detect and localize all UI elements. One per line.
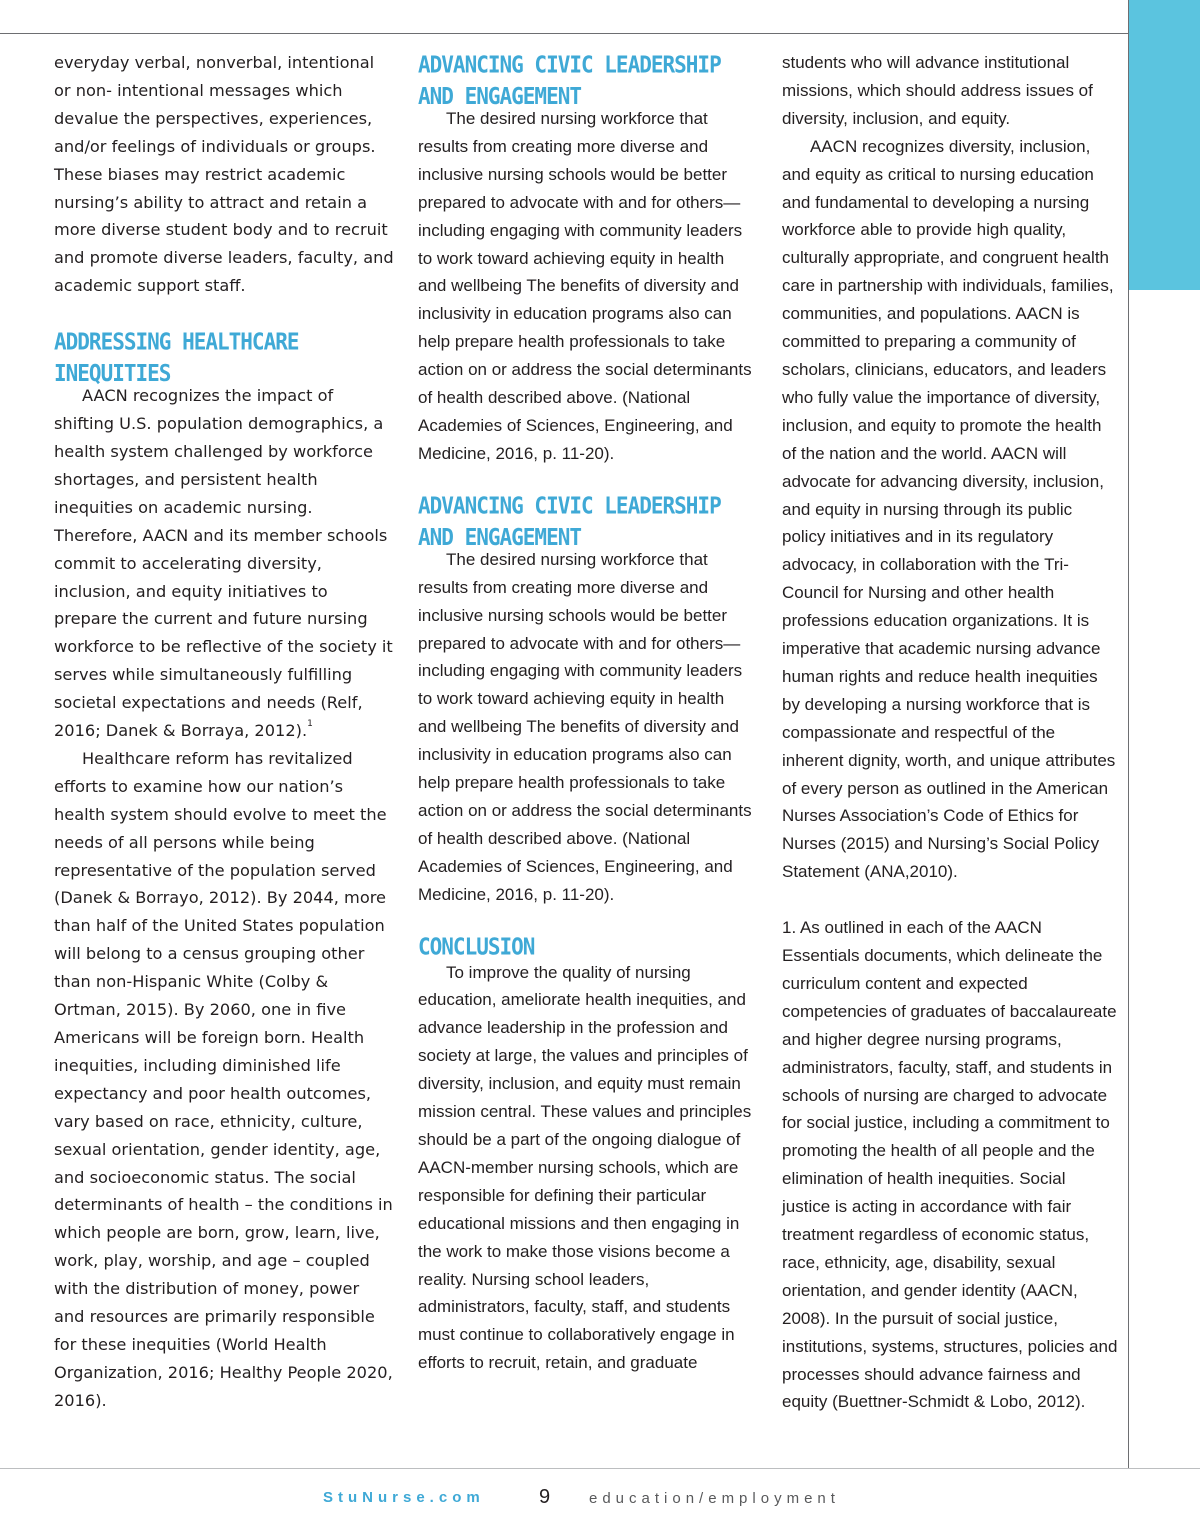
- section-tab: [1129, 0, 1200, 290]
- paragraph-aacn-recognizes: [54, 382, 394, 745]
- column-right: [782, 49, 1118, 1416]
- paragraph-conclusion: To improve the quality of nursing education, ameliorate health inequities, and advance leadership in the profession and society at large, the values and principles of diversity, inclusion, and equity must remain mission central. These values and principles should be a part of the ongoing dialogue of AACN-member nursing schools, which are responsible for defining their particular educational missions and then engaging in the work to make those visions become a reality. Nursing school leaders, administrators, faculty, staff, and students must continue to collaboratively engage in efforts to recruit, retain, and graduate: [418, 962, 752, 1373]
- footnote-marker: 1: [307, 719, 313, 730]
- paragraph-healthcare-reform: Healthcare reform has revitalized efforts to examine how our nation’s health system should evolve to meet the needs of all persons while being representative of the population served (Danek & Borrayo, 2012). By 2044, more than half of the United States population will belong to a census grouping other than non-Hispanic White (Colby & Ortman, 2015). By 2060, one in five Americans will be foreign born. Health inequities, including diminished life expectancy and poor health outcomes, vary based on race, ethnicity, culture, sexual orientation, gender identity, age, and socioeconomic status. The social determinants of health – the conditions in which people are born, grow, learn, live, work, play, worship, and age – coupled with the distribution of money, power and resources are primarily responsible for these inequities (World Health Organization, 2016; Healthy People 2020, 2016).: [54, 748, 393, 1410]
- footer-site-link[interactable]: StuNurse.com: [323, 1489, 485, 1506]
- heading-conclusion: CONCLUSION: [418, 932, 535, 960]
- spacer: [782, 886, 1118, 914]
- paragraph-civic-leadership-1: The desired nursing workforce that results from creating more diverse and inclusive nursing schools would be better prepared to advocate with and for others—including engaging with community leaders to work toward achieving equity in health and wellbeing The benefits of diversity and inclusivity in education programs also can help prepare health professionals to take action on or address the social determinants of health described above. (National Academies of Sciences, Engineering, and Medicine, 2016, p. 11-20).: [418, 109, 752, 463]
- heading-civic-leadership-2: ADVANCING CIVIC LEADERSHIP AND ENGAGEMENT: [418, 492, 721, 551]
- footer: [0, 1486, 1200, 1512]
- column-middle: [418, 49, 752, 1377]
- page-number: 9: [539, 1486, 551, 1508]
- paragraph-aacn-diversity: AACN recognizes diversity, inclusion, and equity as critical to nursing education and fundamental to developing a nursing workforce able to provide high quality, culturally appropriate, and congruent health care in partnership with individuals, families, communities, and populations. AACN is committed to preparing a community of scholars, clinicians, educators, and leaders who fully value the importance of diversity, inclusion, and equity to promote the health of the nation and the world. AACN will advocate for advancing diversity, inclusion, and equity in nursing through its public policy initiatives and in its regulatory advocacy, in collaboration with the Tri-Council for Nursing and other health professions education organizations. It is imperative that academic nursing advance human rights and reduce health inequities by developing a nursing workforce that is compassionate and respectful of the inherent dignity, worth, and unique attributes of every person as outlined in the American Nurses Association’s Code of Ethics for Nurses (2015) and Nursing’s Social Policy Statement (ANA,2010).: [782, 136, 1116, 882]
- paragraph-continued: students who will advance institutional missions, which should address issues of diversity, inclusion, and equity.: [782, 53, 1093, 128]
- paragraph-text: AACN recognizes the impact of shifting U.S. population demographics, a health system challenged by workforce shortages, and persistent health inequities on academic nursing. Therefore, AACN and its member schools commit to accelerating diversity, inclusion, and equity initiatives to prepare the current and future nursing workforce to be reflective of the society it serves while simultaneously fulfilling societal expectations and needs (Relf, 2016; Danek & Borraya, 2012).: [54, 386, 393, 741]
- top-divider: [0, 33, 1128, 34]
- section-label: education/employment: [589, 1490, 840, 1507]
- heading-healthcare-inequities: ADDRESSING HEALTHCARE INEQUITIES: [54, 328, 299, 387]
- intro-paragraph: everyday verbal, nonverbal, intentional or non- intentional messages which devalue the perspectives, experiences, and/or feelings of individuals or groups. These biases may restrict academic nursing’s ability to attract and retain a more diverse student body and to recruit and promote diverse leaders, faculty, and academic support staff.: [54, 53, 394, 296]
- footnote-1: 1. As outlined in each of the AACN Essentials documents, which delineate the curriculum content and expected competencies of graduates of baccalaureate and higher degree nursing programs, administrators, faculty, staff, and students in schools of nursing are charged to advocate for social justice, including a commitment to promoting the health of all people and the elimination of health inequities. Social justice is acting in accordance with fair treatment regardless of economic status, race, ethnicity, age, disability, sexual orientation, and gender identity (AACN, 2008). In the pursuit of social justice, institutions, systems, structures, policies and processes should advance fairness and equity (Buettner-Schmidt & Lobo, 2012).: [782, 918, 1118, 1412]
- paragraph-civic-leadership-2: The desired nursing workforce that results from creating more diverse and inclusive nursing schools would be better prepared to advocate with and for others—including engaging with community leaders to work toward achieving equity in health and wellbeing The benefits of diversity and inclusivity in education programs also can help prepare health professionals to take action on or address the social determinants of health described above. (National Academies of Sciences, Engineering, and Medicine, 2016, p. 11-20).: [418, 549, 752, 904]
- column-left: [54, 49, 394, 1415]
- heading-civic-leadership-1: ADVANCING CIVIC LEADERSHIP AND ENGAGEMENT: [418, 51, 721, 110]
- footer-divider: [0, 1468, 1200, 1469]
